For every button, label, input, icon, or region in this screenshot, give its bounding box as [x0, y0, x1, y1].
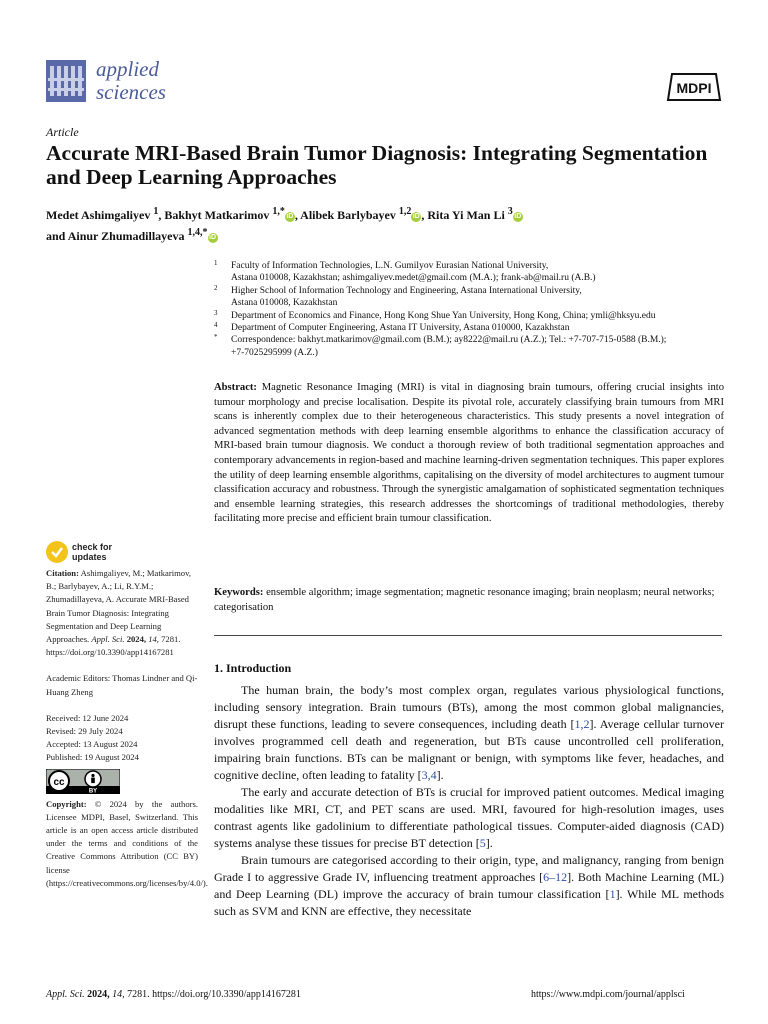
citation-link[interactable]: 6–12	[543, 870, 568, 884]
author-name[interactable]: Medet Ashimgaliyev	[46, 208, 151, 222]
affiliation-text: Astana 010008, Kazakhstan; ashimgaliyev.medet@gmail.com (M.A.); frank-ab@mail.ru (A.B.)	[231, 273, 596, 284]
affiliation-number: 4	[214, 321, 218, 330]
cc-by-license-icon[interactable]	[46, 769, 120, 794]
citation-text: Ashimgaliyev, M.; Matkarimov, B.; Barlybayev, A.; Li, R.Y.M.; Zhumadillayeva, A. Accurate MRI-Based Brain Tumor Diagnosis: Integrating Segmentation and Deep Learning Approaches.	[46, 568, 191, 645]
affiliation-number: 3	[214, 308, 218, 317]
copyright-text: © 2024 by the authors. Licensee MDPI, Basel, Switzerland. This article is an open access article distributed under the terms and conditions of the Creative Commons Attribution (CC BY) license (https://creativecommons.org/licenses/by/4.0/).	[46, 798, 208, 888]
article-type: Article	[46, 125, 79, 139]
footer-journal-url[interactable]: https://www.mdpi.com/journal/applsci	[531, 989, 685, 1000]
check-updates-icon	[46, 541, 68, 563]
keywords	[214, 586, 724, 615]
paragraph-text: The early and accurate detection of BTs is crucial for improved patient outcomes. Medical imaging modalities like MRI, CT, and PET scans are used. MRI, favoured for high-resolution images, uses contrast agents like gadolinium to differentiate pathological tissues. Computer-aided diagnosis (CAD) systems analyse these tissues for precise BT detection [	[214, 785, 724, 850]
author-list: Medet Ashimgaliyev $^1$, Bakhyt Matkarimov $^{1,*}$ iD , Alibek Barlybayev $^{1,2}$ iD , Rita Yi Man Li $^3$ iD and Ainur Zhumadillayeva $^{1,4,*}$ iD	[46, 206, 522, 243]
author-name[interactable]: Ainur Zhumadillayeva	[67, 229, 185, 243]
affiliation-item	[214, 285, 724, 310]
copyright-label: Copyright:	[46, 798, 87, 809]
affiliation-number: 2	[214, 283, 218, 292]
correspondence-text: Correspondence: bakhyt.matkarimov@gmail.com (B.M.); ay8222@mail.ru (A.Z.); Tel.: +7-707-715-0588 (B.M.);	[231, 335, 667, 346]
affiliation-number: 1	[214, 259, 218, 267]
journal-name-line1: applied	[96, 57, 159, 81]
article-title: Accurate MRI-Based Brain Tumor Diagnosis: Integrating Segmentation and Deep Learning Approaches	[46, 141, 708, 189]
keywords-label: Keywords:	[214, 587, 264, 598]
citation-link[interactable]: 5	[479, 836, 486, 850]
check-updates-label	[72, 542, 112, 562]
citation-link[interactable]: 1	[609, 887, 616, 901]
affiliation-text: Department of Economics and Finance, Hong Kong Shue Yan University, Hong Kong, China; ymli@hksyu.edu	[231, 310, 656, 321]
citation-link[interactable]: 3,4	[421, 768, 437, 782]
citation	[46, 567, 198, 659]
date-received: Received: 12 June 2024	[46, 712, 129, 723]
citation-journal: Appl. Sci.	[91, 634, 125, 645]
footer-journal: Appl. Sci.	[46, 989, 85, 1000]
citation-year: 2024,	[126, 634, 147, 645]
paragraph-text: ]. Average cellular turnover involves programmed cell death and regeneration, but BTs cause uncontrolled cell proliferation, impairing brain functions. BTs can be malignant or benign, with symptoms like fever, headaches, and cognitive decline, often leading to fatality [	[214, 717, 724, 782]
paragraph-text: The human brain, the body’s most complex organ, regulates various physiological functions, including sensory integration. Brain tumours (BTs), among the most common global malignancies, disrupt these functions, leading to severe consequences, including death [	[214, 683, 724, 731]
paragraph	[214, 852, 724, 920]
orcid-icon[interactable]: iD	[514, 213, 522, 220]
paragraph-text: ]. Both Machine Learning (ML) and Deep Learning (DL) improve the accuracy of brain tumour classification [	[214, 870, 724, 901]
author-name[interactable]: Bakhyt Matkarimov	[164, 208, 270, 222]
affiliation-text: Faculty of Information Technologies, L.N. Gumilyov Eurasian National University,	[231, 261, 549, 271]
author-name[interactable]: Alibek Barlybayev	[300, 208, 396, 222]
keywords-text: ensemble algorithm; image segmentation; magnetic resonance imaging; brain neoplasm; neural networks; categorisation	[214, 587, 715, 613]
author-name[interactable]: Rita Yi Man Li	[427, 208, 505, 222]
journal-name	[96, 58, 166, 104]
check-updates-line1: check for	[72, 542, 113, 552]
orcid-icon[interactable]: iD	[412, 213, 420, 220]
affiliation-item	[214, 322, 724, 334]
check-for-updates-badge[interactable]	[46, 541, 156, 567]
abstract-text: Magnetic Resonance Imaging (MRI) is vital in diagnosing brain tumours, offering crucial insights into tumour morphology and precise localisation. Despite its pivotal role, accurately classifying brain tumours from MRI scans is inherently complex due to their heterogeneous characteristics. This study presents a novel integration of advanced segmentation methods with deep learning ensemble algorithms to enhance the classification accuracy of MRI-based brain tumour diagnosis. We conduct a thorough review of both traditional segmentation approaches and contemporary advancements in region-based and machine learning-driven segmentation techniques. This paper explores the utility of deep learning ensemble algorithms, capitalising on the diversity of model architectures to augment tumour classification accuracy and robustness. Through the synergistic amalgamation of sophisticated segmentation techniques and ensemble learning strategies, this research addresses the shortcomings of traditional methodologies, thereby facilitating more precise and efficient brain tumour classification.	[214, 382, 724, 525]
abstract	[214, 381, 724, 527]
paragraph-text: Brain tumours are categorised according to their origin, type, and malignancy, ranging from benign Grade I to aggressive Grade IV, influencing treatment approaches [	[214, 853, 724, 884]
footer-doi[interactable]: 7281. https://doi.org/10.3390/app14167281	[127, 989, 301, 1000]
citation-doi[interactable]: 7281. https://doi.org/10.3390/app14167281	[46, 634, 181, 658]
orcid-icon[interactable]: iD	[286, 213, 294, 220]
footer-year: 2024,	[87, 989, 110, 1000]
paragraph-text: ].	[436, 768, 444, 782]
check-updates-line2: updates	[72, 552, 107, 562]
article-body	[214, 661, 724, 920]
affiliation-number: *	[214, 333, 218, 342]
citation-volume: 14,	[148, 634, 159, 645]
academic-editors: Academic Editors: Thomas Lindner and Qi-Huang Zheng	[46, 673, 198, 697]
footer-volume: 14,	[112, 989, 125, 1000]
citation-link[interactable]: 1,2	[574, 717, 590, 731]
copyright	[46, 798, 208, 890]
date-published: Published: 19 August 2024	[46, 752, 139, 763]
section-divider	[214, 635, 722, 636]
affiliation-list	[214, 260, 724, 359]
mdpi-logo-icon	[666, 72, 722, 102]
paragraph	[214, 784, 724, 852]
paragraph	[214, 682, 724, 784]
affiliation-text: Astana 010008, Kazakhstan	[231, 298, 338, 309]
journal-name-line2: sciences	[96, 80, 166, 104]
date-revised: Revised: 29 July 2024	[46, 726, 123, 737]
section-heading: 1. Introduction	[214, 661, 292, 675]
author-affiliation-marker: 3	[507, 206, 513, 217]
affiliation-item	[214, 310, 724, 322]
author-affiliation-marker: 1,4,*	[187, 227, 208, 238]
citation-label: Citation:	[46, 568, 79, 578]
paragraph-text: ].	[485, 836, 493, 850]
publisher-name: MDPI	[676, 80, 712, 96]
paragraph-text: ]. While ML methods such as SVM and KNN are effective, they necessitate	[214, 887, 724, 918]
by-label: BY	[88, 788, 98, 794]
sidebar	[46, 567, 208, 890]
author-affiliation-marker: 1,*	[272, 206, 285, 217]
date-accepted: Accepted: 13 August 2024	[46, 739, 138, 750]
correspondence-item	[214, 334, 724, 359]
affiliation-text: Higher School of Information Technology and Engineering, Astana International University,	[231, 285, 582, 296]
orcid-icon[interactable]: iD	[209, 234, 216, 241]
footer-citation	[46, 989, 301, 1000]
abstract-label: Abstract:	[214, 382, 257, 393]
cc-label: cc	[53, 776, 65, 788]
author-affiliation-marker: 1,2	[398, 206, 412, 217]
correspondence-text: +7-7025295999 (A.Z.)	[231, 347, 318, 358]
affiliation-item	[214, 260, 724, 285]
affiliation-text: Department of Computer Engineering, Astana IT University, Astana 010000, Kazakhstan	[231, 323, 570, 334]
author-affiliation-marker: 1	[153, 206, 159, 217]
journal-logo-icon	[46, 60, 86, 102]
